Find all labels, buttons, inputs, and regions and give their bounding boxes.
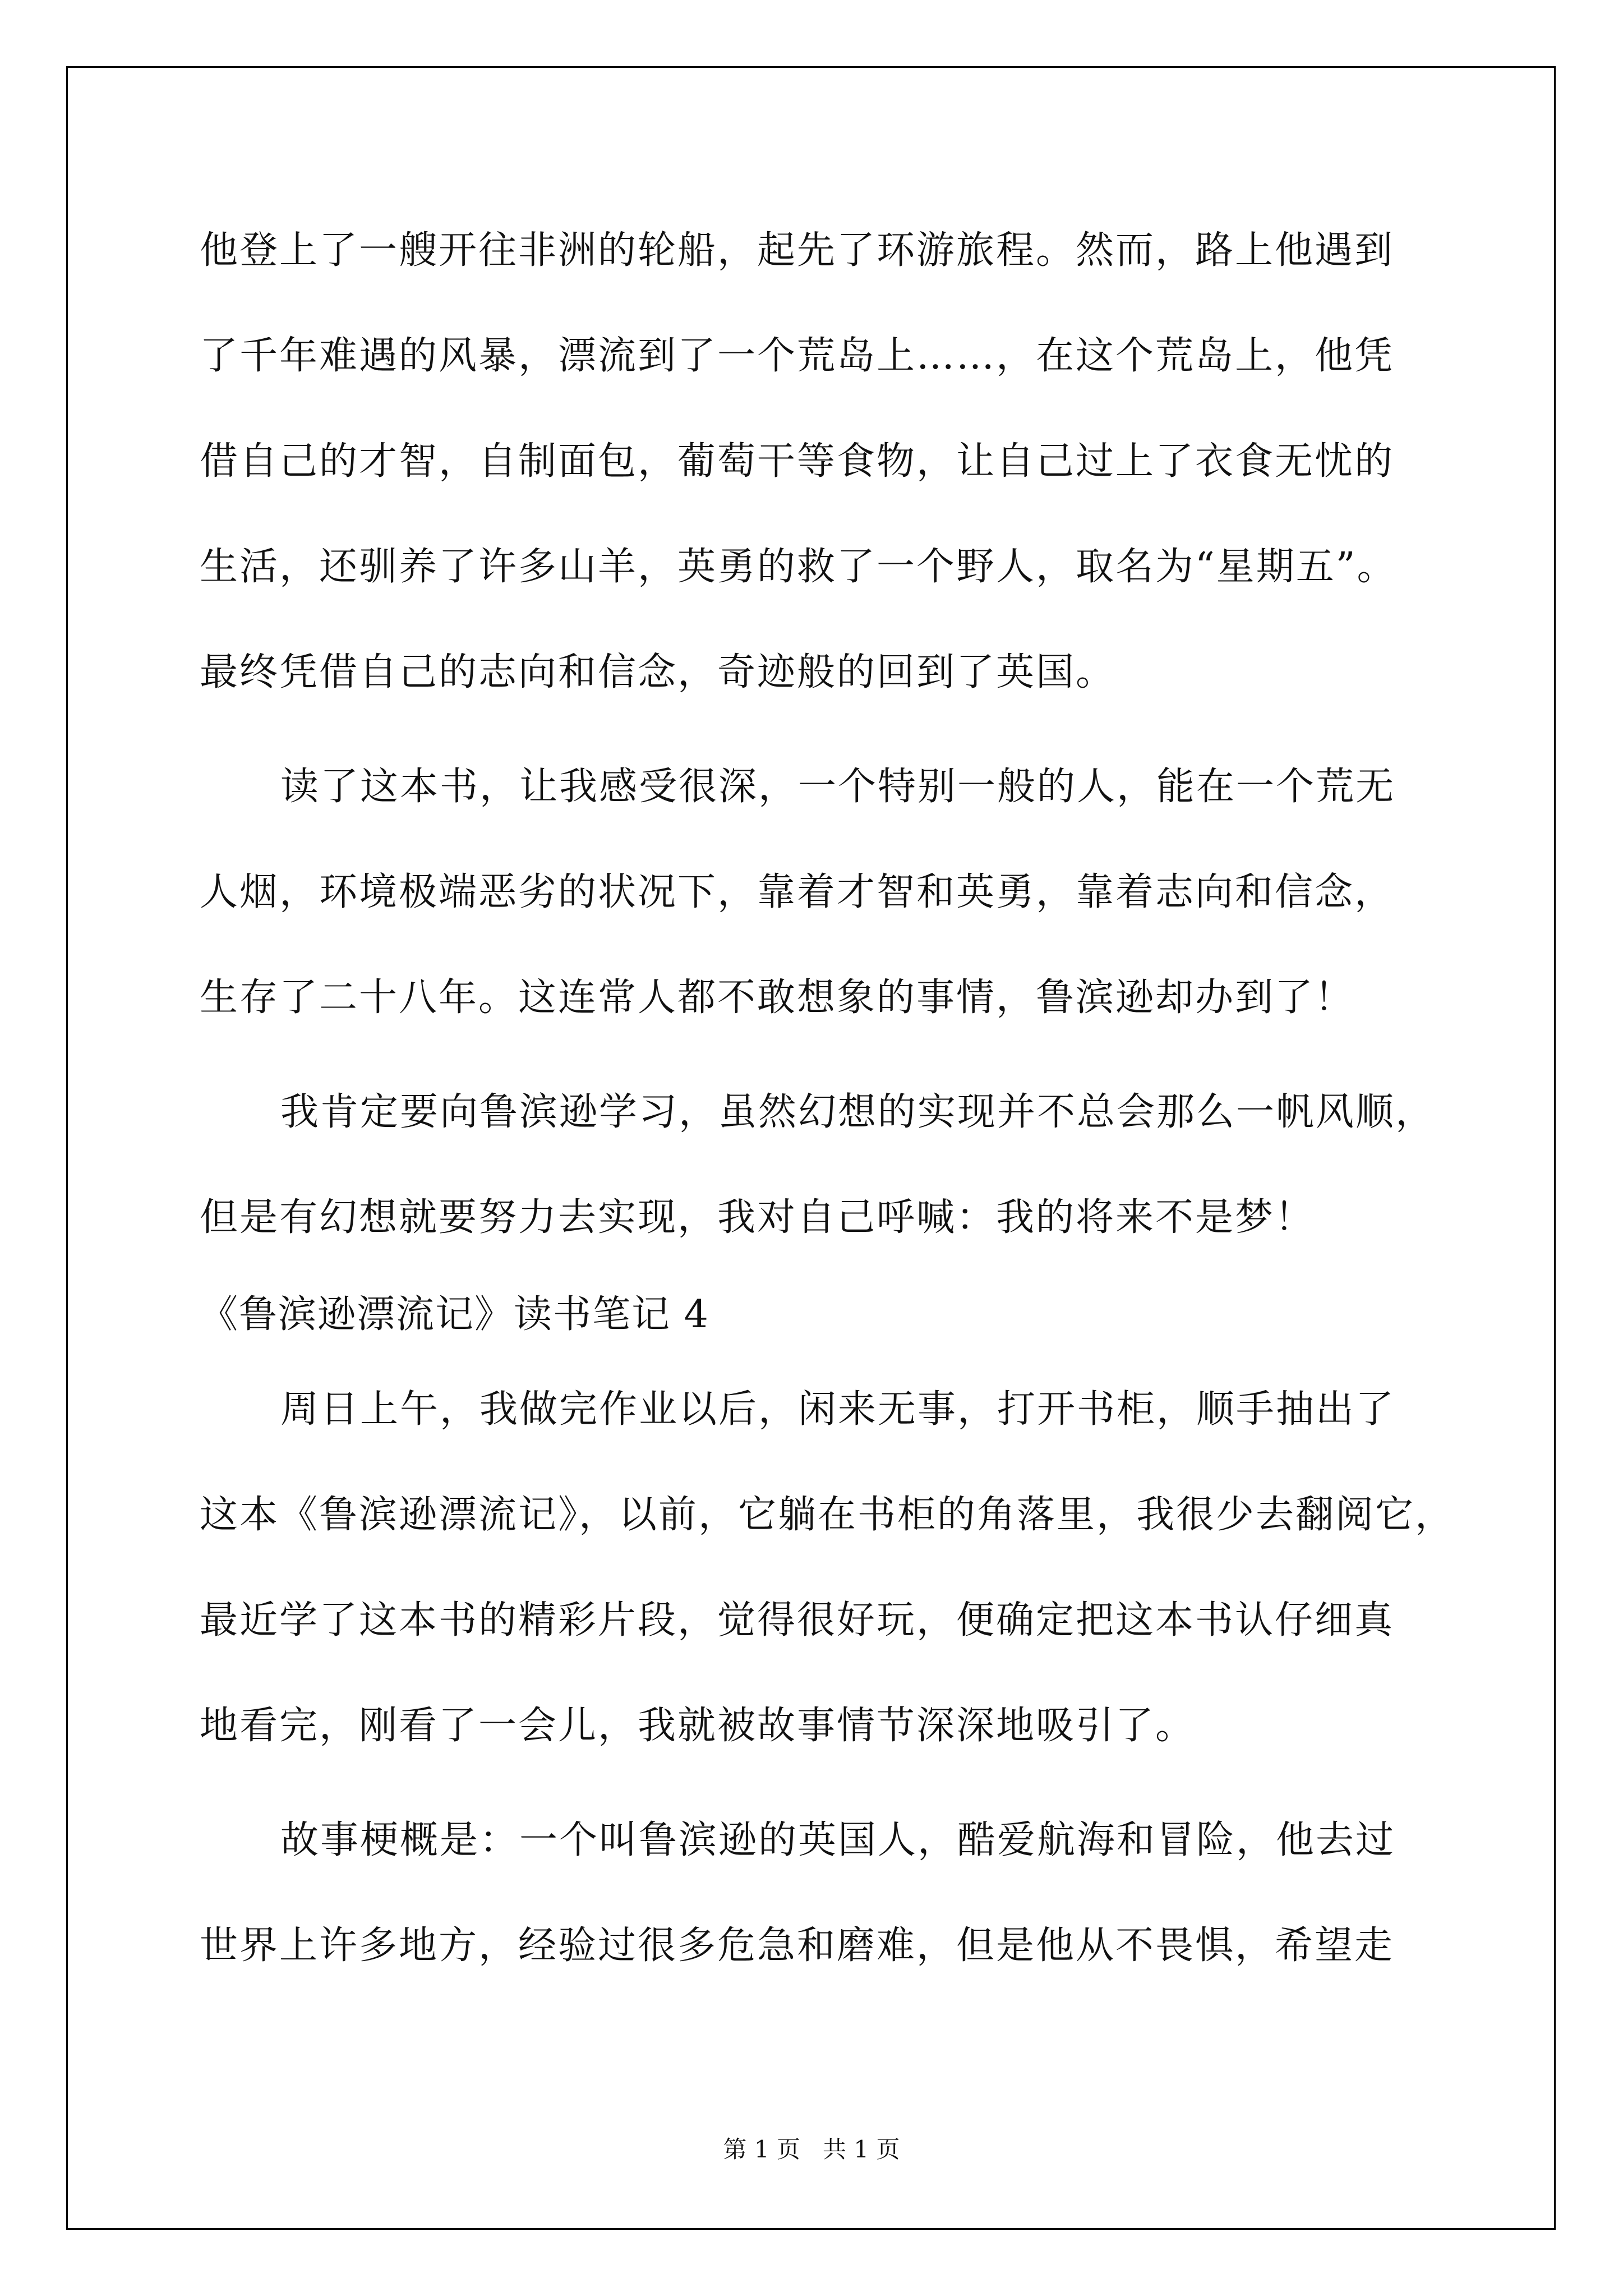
paragraph-first-line: 读了这本书，让我感受很深，一个特别一般的人，能在一个荒无 — [280, 765, 1396, 809]
text-line: 最近学了这本书的精彩片段，觉得很好玩，便确定把这本书认仔细真 — [200, 1598, 1395, 1642]
text-line: 世界上许多地方，经验过很多危急和磨难，但是他从不畏惧，希望走 — [200, 1924, 1395, 1968]
text-line: 他登上了一艘开往非洲的轮船，起先了环游旅程。然而，路上他遇到 — [200, 228, 1395, 273]
page-border — [66, 66, 1556, 2230]
page-number-footer: 第 1 页 共 1 页 — [723, 2136, 900, 2163]
text-line: 生存了二十八年。这连常人都不敢想象的事情，鲁滨逊却办到了！ — [200, 976, 1355, 1020]
text-line: 但是有幻想就要努力去实现，我对自己呼喊：我的将来不是梦！ — [200, 1195, 1315, 1240]
text-line: 最终凭借自己的志向和信念，奇迹般的回到了英国。 — [200, 650, 1116, 694]
paragraph-first-line: 周日上午，我做完作业以后，闲来无事，打开书柜，顺手抽出了 — [280, 1387, 1396, 1432]
section-heading: 《鲁滨逊漂流记》读书笔记 4 — [200, 1292, 709, 1337]
paragraph-first-line: 我肯定要向鲁滨逊学习，虽然幻想的实现并不总会那么一帆风顺， — [280, 1090, 1436, 1134]
text-line: 借自己的才智，自制面包，葡萄干等食物，让自己过上了衣食无忧的 — [200, 439, 1395, 484]
text-line: 了千年难遇的风暴，漂流到了一个荒岛上……，在这个荒岛上，他凭 — [200, 334, 1395, 378]
text-line: 这本《鲁滨逊漂流记》，以前，它躺在书柜的角落里，我很少去翻阅它， — [200, 1493, 1455, 1537]
paragraph-first-line: 故事梗概是：一个叫鲁滨逊的英国人，酷爱航海和冒险，他去过 — [280, 1818, 1396, 1862]
text-line: 生活，还驯养了许多山羊，英勇的救了一个野人，取名为“星期五”。 — [200, 545, 1397, 589]
text-line: 地看完，刚看了一会儿，我就被故事情节深深地吸引了。 — [200, 1704, 1196, 1748]
text-line: 人烟，环境极端恶劣的状况下，靠着才智和英勇，靠着志向和信念， — [200, 870, 1395, 914]
